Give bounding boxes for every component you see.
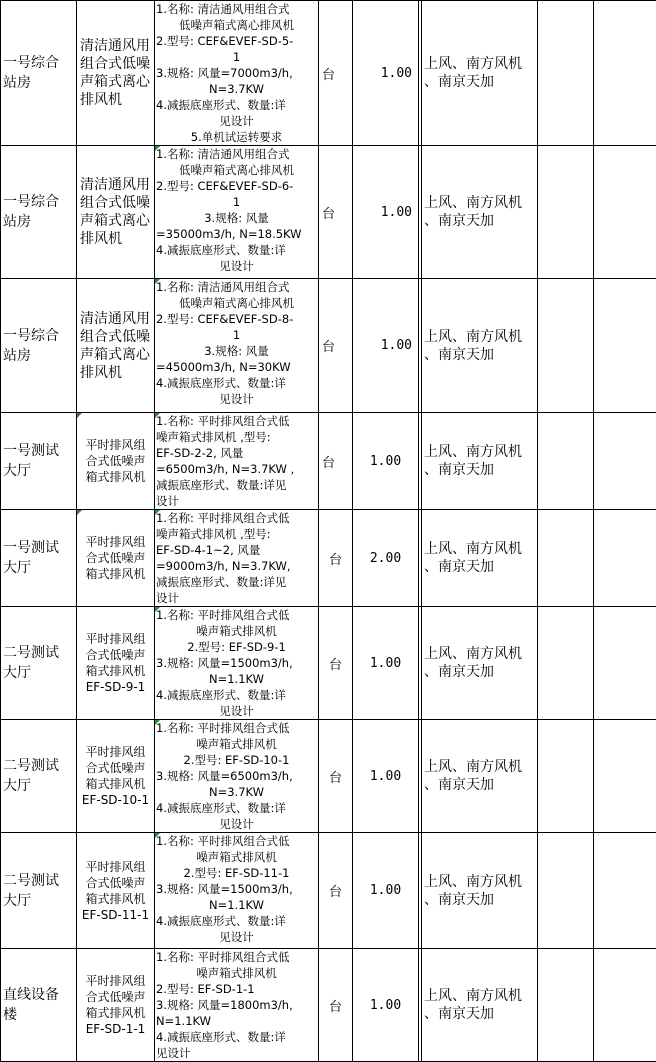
item-name-line: 箱式排风机 bbox=[79, 891, 152, 907]
vendor-line: 上风、南方风机 bbox=[424, 873, 537, 891]
spec-line: 4.减振底座形式、数量:详 bbox=[156, 1029, 317, 1045]
location-line: 一号综合 bbox=[3, 53, 76, 73]
location-line: 一号综合 bbox=[3, 192, 76, 212]
item-name-line: 组合式低噪 bbox=[80, 55, 154, 73]
table-row bbox=[1, 510, 656, 607]
spec-line: 噪声箱式排风机 ,型号: bbox=[156, 429, 317, 445]
spec-line: 2.型号: CEF&EVEF-SD-6- bbox=[156, 178, 317, 194]
item-name-cell bbox=[77, 720, 155, 833]
spec-line: 噪声箱式排风机 bbox=[156, 736, 317, 752]
spec-line: 1.名称: 平时排风组合式低 bbox=[156, 720, 317, 736]
spec-line: 3.规格: 风量 bbox=[156, 343, 317, 359]
spec-line: EF-SD-4-1~2, 风量 bbox=[156, 542, 317, 558]
spec-cell bbox=[155, 1, 319, 146]
spec-cell bbox=[155, 833, 319, 949]
spec-line: 见设计 bbox=[156, 703, 317, 719]
vendor-line: 、南京天加 bbox=[424, 461, 537, 479]
location-cell bbox=[1, 833, 77, 949]
unit-cell: 台 bbox=[319, 146, 353, 279]
vendor-line: 、南京天加 bbox=[424, 891, 537, 909]
vendor-cell bbox=[422, 720, 538, 833]
location-line: 大厅 bbox=[3, 663, 76, 683]
spec-cell bbox=[155, 949, 319, 1062]
vendor-line: 上风、南方风机 bbox=[424, 328, 537, 346]
item-name-line: 清洁通风用 bbox=[80, 176, 154, 194]
spec-line: N=1.1KW bbox=[156, 671, 317, 687]
location-line: 站房 bbox=[3, 212, 76, 232]
item-name-line: 箱式排风机 bbox=[79, 1005, 152, 1021]
spec-cell bbox=[155, 607, 319, 720]
vendor-line: 上风、南方风机 bbox=[424, 987, 537, 1005]
spec-line: 见设计 bbox=[156, 391, 317, 407]
spec-line: 2.型号: EF-SD-11-1 bbox=[156, 865, 317, 881]
spec-line: 4.减振底座形式、数量:详 bbox=[156, 687, 317, 703]
location-line: 一号测试 bbox=[3, 538, 76, 558]
empty-cell bbox=[538, 949, 594, 1062]
spec-line: 见设计 bbox=[156, 929, 317, 945]
spec-line: EF-SD-2-2, 风量 bbox=[156, 445, 317, 461]
item-name-line: 合式低噪声 bbox=[79, 453, 152, 469]
spec-line: 2.型号: CEF&EVEF-SD-5- bbox=[156, 33, 317, 49]
item-name-cell bbox=[77, 510, 155, 607]
table-row bbox=[1, 413, 656, 510]
empty-cell bbox=[594, 146, 656, 279]
spec-line: 4.减振底座形式、数量:详 bbox=[156, 242, 317, 258]
vendor-line: 、南京天加 bbox=[424, 212, 537, 230]
spec-line: 见设计 bbox=[156, 113, 317, 129]
item-name-cell bbox=[77, 833, 155, 949]
spec-line: 1.名称: 平时排风组合式低 bbox=[156, 413, 317, 429]
spec-line: N=3.7KW bbox=[156, 784, 317, 800]
unit-cell: 台 bbox=[319, 1, 353, 146]
vendor-line: 上风、南方风机 bbox=[424, 540, 537, 558]
spec-line: 噪声箱式排风机 bbox=[156, 965, 317, 981]
spec-line: 1 bbox=[156, 327, 317, 343]
empty-cell bbox=[594, 413, 656, 510]
quantity-cell: 1.00 bbox=[353, 833, 419, 949]
spec-line: N=1.1KW bbox=[156, 1013, 317, 1029]
spec-line: =45000m3/h, N=30KW bbox=[156, 359, 317, 375]
table-row bbox=[1, 146, 656, 279]
vendor-cell bbox=[422, 833, 538, 949]
spec-line: =6500m3/h, N=3.7KW , bbox=[156, 461, 317, 477]
item-name-cell bbox=[77, 279, 155, 413]
item-name-line: 箱式排风机 bbox=[79, 469, 152, 485]
vendor-line: 上风、南方风机 bbox=[424, 758, 537, 776]
empty-cell bbox=[538, 413, 594, 510]
spec-line: N=3.7KW bbox=[156, 81, 317, 97]
vendor-cell bbox=[422, 510, 538, 607]
unit-cell: 台 bbox=[319, 607, 353, 720]
quantity-cell: 1.00 bbox=[353, 1, 419, 146]
location-cell bbox=[1, 949, 77, 1062]
empty-cell bbox=[594, 607, 656, 720]
spec-line: 2.型号: CEF&EVEF-SD-8- bbox=[156, 311, 317, 327]
quantity-cell: 1.00 bbox=[353, 146, 419, 279]
spec-line: 见设计 bbox=[156, 816, 317, 832]
spec-line: N=1.1KW bbox=[156, 897, 317, 913]
unit-cell: 台 bbox=[319, 510, 353, 607]
spec-line: 1.名称: 清洁通风用组合式 bbox=[156, 279, 317, 295]
item-name-line: 合式低噪声 bbox=[79, 760, 152, 776]
item-name-line: 组合式低噪 bbox=[80, 194, 154, 212]
item-name-line: 平时排风组 bbox=[79, 631, 152, 647]
item-name-line: 声箱式离心 bbox=[80, 346, 154, 364]
unit-cell: 台 bbox=[319, 720, 353, 833]
item-name-line: EF-SD-1-1 bbox=[79, 1021, 152, 1037]
item-name-line: 组合式低噪 bbox=[80, 328, 154, 346]
item-name-line: 箱式排风机 bbox=[79, 663, 152, 679]
empty-cell bbox=[538, 510, 594, 607]
item-name-cell bbox=[77, 949, 155, 1062]
empty-cell bbox=[594, 510, 656, 607]
vendor-line: 上风、南方风机 bbox=[424, 194, 537, 212]
location-line: 大厅 bbox=[3, 776, 76, 796]
spec-line: 减振底座形式、数量:详见 bbox=[156, 574, 317, 590]
spec-line: 1 bbox=[156, 49, 317, 65]
empty-cell bbox=[538, 279, 594, 413]
table-row bbox=[1, 720, 656, 833]
spec-cell bbox=[155, 720, 319, 833]
item-name-line: 合式低噪声 bbox=[79, 875, 152, 891]
empty-cell bbox=[594, 949, 656, 1062]
item-name-line: 平时排风组 bbox=[79, 437, 152, 453]
item-name-line: 排风机 bbox=[80, 230, 154, 248]
location-line: 大厅 bbox=[3, 461, 76, 481]
location-line: 二号测试 bbox=[3, 756, 76, 776]
item-name-line: EF-SD-9-1 bbox=[79, 679, 152, 695]
quantity-cell: 1.00 bbox=[353, 413, 419, 510]
vendor-line: 、南京天加 bbox=[424, 776, 537, 794]
item-name-line: 箱式排风机 bbox=[79, 566, 152, 582]
quantity-cell: 1.00 bbox=[353, 279, 419, 413]
location-cell bbox=[1, 607, 77, 720]
spec-line: 3.规格: 风量=6500m3/h, bbox=[156, 768, 317, 784]
item-name-line: 合式低噪声 bbox=[79, 989, 152, 1005]
item-name-line: 平时排风组 bbox=[79, 534, 152, 550]
location-line: 楼 bbox=[3, 1005, 76, 1025]
spec-line: 3.规格: 风量 bbox=[156, 210, 317, 226]
spec-line: 2.型号: EF-SD-1-1 bbox=[156, 981, 317, 997]
location-line: 一号测试 bbox=[3, 441, 76, 461]
spec-line: 见设计 bbox=[156, 1045, 317, 1061]
item-name-line: EF-SD-10-1 bbox=[79, 792, 152, 808]
spec-line: =35000m3/h, N=18.5KW bbox=[156, 226, 317, 242]
table-row bbox=[1, 833, 656, 949]
item-name-line: 清洁通风用 bbox=[80, 310, 154, 328]
spec-line: 低噪声箱式离心排风机 bbox=[156, 17, 317, 33]
table-row bbox=[1, 607, 656, 720]
spec-line: 3.规格: 风量=1800m3/h, bbox=[156, 997, 317, 1013]
unit-cell: 台 bbox=[319, 279, 353, 413]
spec-line: 设计 bbox=[156, 590, 317, 606]
spec-line: 3.规格: 风量=1500m3/h, bbox=[156, 655, 317, 671]
vendor-line: 、南京天加 bbox=[424, 73, 537, 91]
vendor-line: 上风、南方风机 bbox=[424, 443, 537, 461]
item-name-line: 平时排风组 bbox=[79, 973, 152, 989]
vendor-line: 、南京天加 bbox=[424, 1005, 537, 1023]
item-name-line: 平时排风组 bbox=[79, 859, 152, 875]
vendor-line: 、南京天加 bbox=[424, 558, 537, 576]
location-line: 直线设备 bbox=[3, 985, 76, 1005]
quantity-cell: 1.00 bbox=[353, 949, 419, 1062]
spec-line: 5.单机试运转要求 bbox=[156, 129, 317, 145]
location-line: 大厅 bbox=[3, 891, 76, 911]
spec-line: 低噪声箱式离心排风机 bbox=[156, 162, 317, 178]
empty-cell bbox=[538, 146, 594, 279]
location-line: 二号测试 bbox=[3, 643, 76, 663]
spec-line: 噪声箱式排风机 bbox=[156, 623, 317, 639]
vendor-line: 、南京天加 bbox=[424, 346, 537, 364]
spec-line: 见设计 bbox=[156, 258, 317, 274]
spec-line: =9000m3/h, N=3.7KW, bbox=[156, 558, 317, 574]
spec-cell bbox=[155, 413, 319, 510]
empty-cell bbox=[538, 833, 594, 949]
unit-cell: 台 bbox=[319, 949, 353, 1062]
quantity-cell: 1.00 bbox=[353, 607, 419, 720]
vendor-cell bbox=[422, 279, 538, 413]
vendor-cell bbox=[422, 949, 538, 1062]
spec-line: 1.名称: 平时排风组合式低 bbox=[156, 949, 317, 965]
vendor-line: 上风、南方风机 bbox=[424, 645, 537, 663]
location-cell bbox=[1, 413, 77, 510]
item-name-line: 平时排风组 bbox=[79, 744, 152, 760]
vendor-cell bbox=[422, 1, 538, 146]
location-line: 站房 bbox=[3, 73, 76, 93]
spec-cell bbox=[155, 510, 319, 607]
item-name-line: 合式低噪声 bbox=[79, 647, 152, 663]
item-name-line: EF-SD-11-1 bbox=[79, 907, 152, 923]
spec-line: 设计 bbox=[156, 493, 317, 509]
empty-cell bbox=[538, 607, 594, 720]
spec-line: 噪声箱式排风机 ,型号: bbox=[156, 526, 317, 542]
item-name-line: 排风机 bbox=[80, 364, 154, 382]
spec-line: 噪声箱式排风机 bbox=[156, 849, 317, 865]
location-line: 站房 bbox=[3, 346, 76, 366]
item-name-line: 排风机 bbox=[80, 91, 154, 109]
item-name-line: 清洁通风用 bbox=[80, 37, 154, 55]
table-row bbox=[1, 1, 656, 146]
spec-line: 4.减振底座形式、数量:详 bbox=[156, 913, 317, 929]
vendor-line: 上风、南方风机 bbox=[424, 55, 537, 73]
location-cell bbox=[1, 279, 77, 413]
item-name-line: 合式低噪声 bbox=[79, 550, 152, 566]
item-name-cell bbox=[77, 1, 155, 146]
location-line: 二号测试 bbox=[3, 871, 76, 891]
item-name-line: 箱式排风机 bbox=[79, 776, 152, 792]
spec-cell bbox=[155, 279, 319, 413]
empty-cell bbox=[594, 279, 656, 413]
vendor-cell bbox=[422, 146, 538, 279]
vendor-cell bbox=[422, 413, 538, 510]
location-line: 大厅 bbox=[3, 558, 76, 578]
spec-line: 4.减振底座形式、数量:详 bbox=[156, 800, 317, 816]
spec-line: 1.名称: 清洁通风用组合式 bbox=[156, 146, 317, 162]
quantity-cell: 2.00 bbox=[353, 510, 419, 607]
empty-cell bbox=[538, 1, 594, 146]
spec-line: 减振底座形式、数量:详见 bbox=[156, 477, 317, 493]
quantity-cell: 1.00 bbox=[353, 720, 419, 833]
unit-cell: 台 bbox=[319, 833, 353, 949]
location-line: 一号综合 bbox=[3, 326, 76, 346]
spec-line: 3.规格: 风量=1500m3/h, bbox=[156, 881, 317, 897]
vendor-line: 、南京天加 bbox=[424, 663, 537, 681]
spec-line: 低噪声箱式离心排风机 bbox=[156, 295, 317, 311]
spec-line: 1.名称: 清洁通风用组合式 bbox=[156, 1, 317, 17]
empty-cell bbox=[594, 720, 656, 833]
spec-line: 4.减振底座形式、数量:详 bbox=[156, 97, 317, 113]
item-name-cell bbox=[77, 413, 155, 510]
spec-line: 4.减振底座形式、数量:详 bbox=[156, 375, 317, 391]
spec-line: 3.规格: 风量=7000m3/h, bbox=[156, 65, 317, 81]
location-cell bbox=[1, 720, 77, 833]
table-row bbox=[1, 949, 656, 1062]
item-name-line: 声箱式离心 bbox=[80, 73, 154, 91]
empty-cell bbox=[538, 720, 594, 833]
spec-cell bbox=[155, 146, 319, 279]
item-name-cell bbox=[77, 146, 155, 279]
spec-line: 1.名称: 平时排风组合式低 bbox=[156, 833, 317, 849]
spec-line: 1.名称: 平时排风组合式低 bbox=[156, 510, 317, 526]
item-name-line: 声箱式离心 bbox=[80, 212, 154, 230]
spec-line: 1.名称: 平时排风组合式低 bbox=[156, 607, 317, 623]
location-cell bbox=[1, 510, 77, 607]
spec-line: 2.型号: EF-SD-10-1 bbox=[156, 752, 317, 768]
empty-cell bbox=[594, 1, 656, 146]
table-body bbox=[1, 1, 656, 1062]
vendor-cell bbox=[422, 607, 538, 720]
empty-cell bbox=[594, 833, 656, 949]
spec-line: 2.型号: EF-SD-9-1 bbox=[156, 639, 317, 655]
location-cell bbox=[1, 146, 77, 279]
unit-cell: 台 bbox=[319, 413, 353, 510]
location-cell bbox=[1, 1, 77, 146]
item-name-cell bbox=[77, 607, 155, 720]
spec-line: 1 bbox=[156, 194, 317, 210]
table-row bbox=[1, 279, 656, 413]
